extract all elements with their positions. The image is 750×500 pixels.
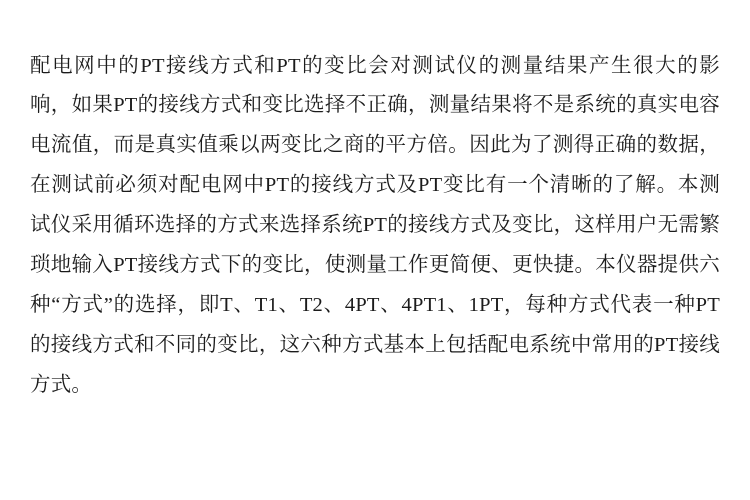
body-paragraph: 配电网中的PT接线方式和PT的变比会对测试仪的测量结果产生很大的影响，如果PT的接线方式和变比选择不正确，测量结果将不是系统的真实电容电流值，而是真实值乘以两变比之商的平方倍。因此为了测得正确的数据，在测试前必须对配电网中PT的接线方式及PT变比有一个清晰的了解。本测试仪采用循环选择的方式来选择系统PT的接线方式及变比，这样用户无需繁琐地输入PT接线方式下的变比，使测量工作更简便、更快捷。本仪器提供六种“方式”的选择，即T、T1、T2、4PT、4PT1、1PT，每种方式代表一种PT的接线方式和不同的变比，这六种方式基本上包括配电系统中常用的PT接线方式。: [30, 54, 720, 397]
